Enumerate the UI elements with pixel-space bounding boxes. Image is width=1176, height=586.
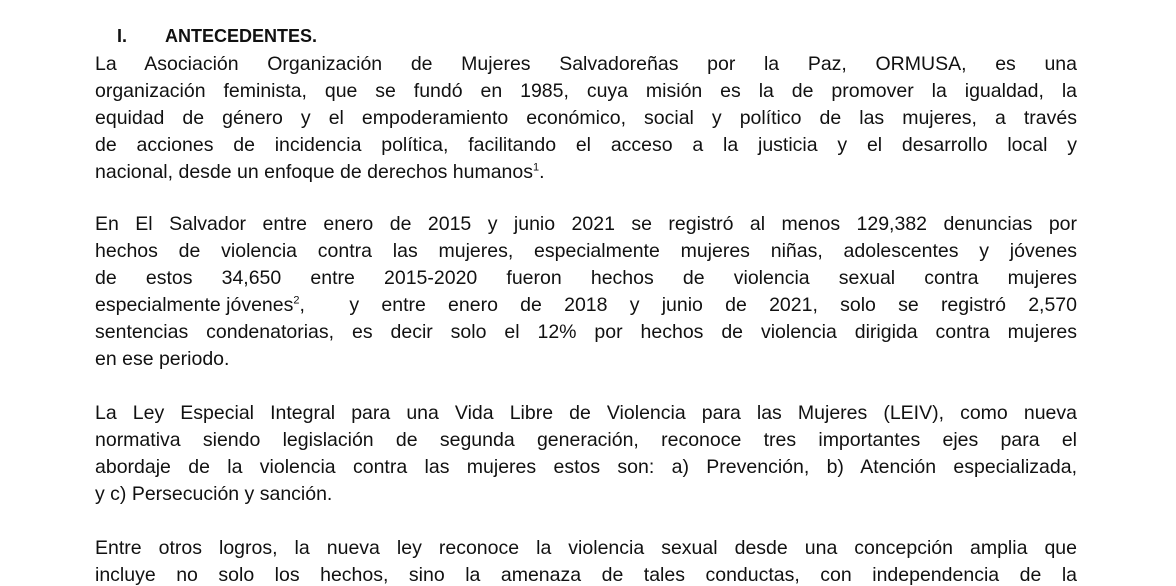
text-line: de acciones de incidencia política, facilitando el acceso a la justicia y el desarrollo local y — [95, 134, 1077, 156]
text-line: organización feminista, que se fundó en 1985, cuya misión es la de promover la igualdad, la — [95, 80, 1077, 102]
text-line: equidad de género y el empoderamiento económico, social y político de las mujeres, a través — [95, 107, 1077, 129]
text: especialmente jóvenes — [95, 294, 294, 316]
text-line — [95, 294, 1077, 316]
text-line: La Asociación Organización de Mujeres Salvadoreñas por la Paz, ORMUSA, es una — [95, 53, 1077, 75]
text: . — [539, 161, 545, 183]
text-line: y c) Persecución y sanción. — [95, 483, 333, 505]
text: , y entre enero de 2018 y junio de 2021, solo se registró 2,570 — [299, 294, 1077, 316]
text-line: sentencias condenatorias, es decir solo el 12% por hechos de violencia dirigida contra mujeres — [95, 321, 1077, 343]
text-line — [95, 161, 1077, 183]
section-heading: ANTECEDENTES. — [165, 26, 318, 46]
text-line: La Ley Especial Integral para una Vida Libre de Violencia para las Mujeres (LEIV), como nueva — [95, 402, 1077, 424]
text-line: en ese periodo. — [95, 348, 230, 370]
footnote-ref[interactable]: 1 — [533, 161, 540, 174]
text: nacional, desde un enfoque de derechos humanos — [95, 161, 533, 183]
text-line: incluye no solo los hechos, sino la amenaza de tales conductas, con independencia de la — [95, 564, 1077, 586]
text-line: abordaje de la violencia contra las mujeres estos son: a) Prevención, b) Atención especializada, — [95, 456, 1077, 478]
section-number: I. — [117, 26, 128, 46]
text-line: de estos 34,650 entre 2015-2020 fueron hechos de violencia sexual contra mujeres — [95, 267, 1077, 289]
text-line: hechos de violencia contra las mujeres, especialmente mujeres niñas, adolescentes y jóvenes — [95, 240, 1077, 262]
text-line: normativa siendo legislación de segunda generación, reconoce tres importantes ejes para el — [95, 429, 1077, 451]
text-line: Entre otros logros, la nueva ley reconoce la violencia sexual desde una concepción amplia que — [95, 537, 1077, 559]
footnote-ref[interactable]: 2 — [293, 294, 300, 307]
text-line: En El Salvador entre enero de 2015 y junio 2021 se registró al menos 129,382 denuncias por — [95, 213, 1077, 235]
